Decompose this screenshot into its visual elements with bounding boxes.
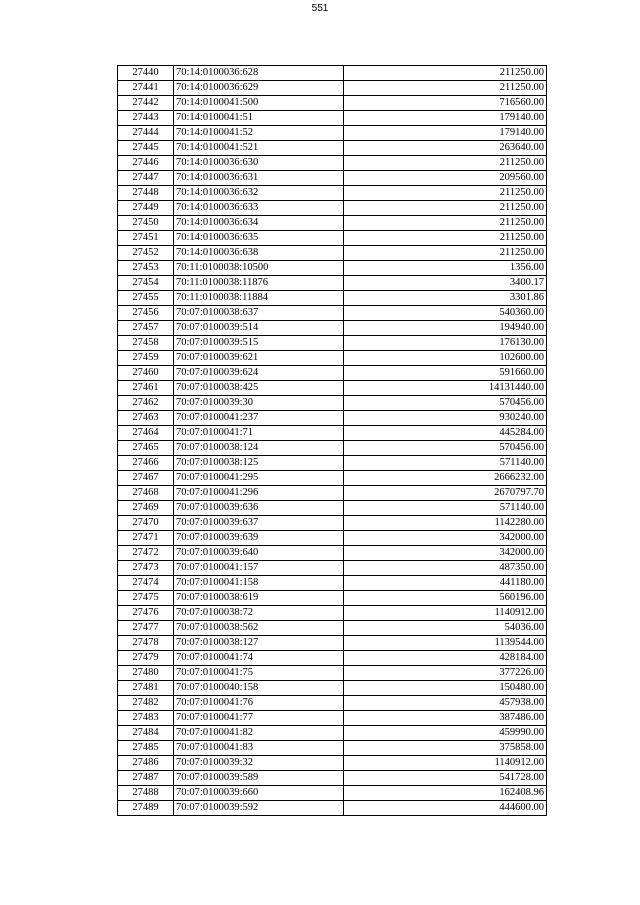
table-row — [118, 651, 547, 666]
cadastral-number-cell: 70:14:0100041:500 — [174, 96, 344, 111]
cadastral-value-cell: 3400.17 — [344, 276, 547, 291]
cadastral-number-cell: 70:07:0100038:637 — [174, 306, 344, 321]
table-row — [118, 111, 547, 126]
cadastral-value-cell: 591660.00 — [344, 366, 547, 381]
table-row — [118, 411, 547, 426]
row-number-cell: 27473 — [118, 561, 174, 576]
cadastral-number-cell: 70:07:0100039:621 — [174, 351, 344, 366]
cadastral-value-cell: 444600.00 — [344, 801, 547, 816]
row-number-cell: 27486 — [118, 756, 174, 771]
cadastral-number-cell: 70:07:0100039:660 — [174, 786, 344, 801]
cadastral-value-cell: 459990.00 — [344, 726, 547, 741]
cadastral-number-cell: 70:07:0100039:592 — [174, 801, 344, 816]
cadastral-number-cell: 70:07:0100039:640 — [174, 546, 344, 561]
table-row — [118, 231, 547, 246]
cadastral-number-cell: 70:11:0100038:11884 — [174, 291, 344, 306]
cadastral-value-cell: 194940.00 — [344, 321, 547, 336]
row-number-cell: 27449 — [118, 201, 174, 216]
row-number-cell: 27482 — [118, 696, 174, 711]
row-number-cell: 27472 — [118, 546, 174, 561]
cadastral-number-cell: 70:07:0100041:76 — [174, 696, 344, 711]
cadastral-number-cell: 70:14:0100036:633 — [174, 201, 344, 216]
cadastral-value-cell: 263640.00 — [344, 141, 547, 156]
table-row — [118, 441, 547, 456]
cadastral-value-cell: 1140912.00 — [344, 756, 547, 771]
cadastral-value-cell: 211250.00 — [344, 246, 547, 261]
cadastral-number-cell: 70:07:0100038:425 — [174, 381, 344, 396]
table-row — [118, 96, 547, 111]
cadastral-value-cell: 716560.00 — [344, 96, 547, 111]
row-number-cell: 27483 — [118, 711, 174, 726]
row-number-cell: 27460 — [118, 366, 174, 381]
cadastral-value-cell: 211250.00 — [344, 186, 547, 201]
row-number-cell: 27476 — [118, 606, 174, 621]
cadastral-value-cell: 1142280.00 — [344, 516, 547, 531]
table-row — [118, 336, 547, 351]
cadastral-number-cell: 70:07:0100039:624 — [174, 366, 344, 381]
table-row — [118, 156, 547, 171]
table-row — [118, 546, 547, 561]
row-number-cell: 27453 — [118, 261, 174, 276]
cadastral-number-cell: 70:07:0100039:637 — [174, 516, 344, 531]
cadastral-value-cell: 2666232.00 — [344, 471, 547, 486]
row-number-cell: 27448 — [118, 186, 174, 201]
row-number-cell: 27474 — [118, 576, 174, 591]
cadastral-number-cell: 70:07:0100041:296 — [174, 486, 344, 501]
cadastral-value-cell: 54036.00 — [344, 621, 547, 636]
table-row — [118, 681, 547, 696]
row-number-cell: 27471 — [118, 531, 174, 546]
cadastral-number-cell: 70:07:0100039:639 — [174, 531, 344, 546]
row-number-cell: 27479 — [118, 651, 174, 666]
row-number-cell: 27475 — [118, 591, 174, 606]
cadastral-value-cell: 211250.00 — [344, 231, 547, 246]
row-number-cell: 27469 — [118, 501, 174, 516]
row-number-cell: 27459 — [118, 351, 174, 366]
cadastral-value-cell: 540360.00 — [344, 306, 547, 321]
cadastral-number-cell: 70:07:0100041:83 — [174, 741, 344, 756]
cadastral-number-cell: 70:07:0100041:75 — [174, 666, 344, 681]
row-number-cell: 27489 — [118, 801, 174, 816]
row-number-cell: 27455 — [118, 291, 174, 306]
cadastral-value-cell: 571140.00 — [344, 501, 547, 516]
table-row — [118, 261, 547, 276]
cadastral-number-cell: 70:14:0100041:521 — [174, 141, 344, 156]
cadastral-number-cell: 70:14:0100041:52 — [174, 126, 344, 141]
cadastral-number-cell: 70:11:0100038:10500 — [174, 261, 344, 276]
table-row — [118, 606, 547, 621]
table-row — [118, 171, 547, 186]
cadastral-value-cell: 176130.00 — [344, 336, 547, 351]
cadastral-value-cell: 375858.00 — [344, 741, 547, 756]
table-row — [118, 621, 547, 636]
cadastral-number-cell: 70:07:0100039:589 — [174, 771, 344, 786]
table-row — [118, 66, 547, 81]
cadastral-value-cell: 2670797.70 — [344, 486, 547, 501]
table-row — [118, 576, 547, 591]
row-number-cell: 27444 — [118, 126, 174, 141]
table-row — [118, 531, 547, 546]
cadastral-number-cell: 70:11:0100038:11876 — [174, 276, 344, 291]
cadastral-number-cell: 70:07:0100041:157 — [174, 561, 344, 576]
cadastral-value-cell: 211250.00 — [344, 216, 547, 231]
cadastral-number-cell: 70:14:0100036:629 — [174, 81, 344, 96]
row-number-cell: 27461 — [118, 381, 174, 396]
cadastral-value-cell: 570456.00 — [344, 441, 547, 456]
cadastral-value-cell: 487350.00 — [344, 561, 547, 576]
cadastral-value-cell: 1356.00 — [344, 261, 547, 276]
cadastral-number-cell: 70:07:0100041:82 — [174, 726, 344, 741]
cadastral-value-cell: 570456.00 — [344, 396, 547, 411]
cadastral-value-cell: 445284.00 — [344, 426, 547, 441]
cadastral-value-cell: 571140.00 — [344, 456, 547, 471]
cadastral-value-cell: 179140.00 — [344, 126, 547, 141]
cadastral-number-cell: 70:07:0100039:30 — [174, 396, 344, 411]
table-row — [118, 501, 547, 516]
cadastral-value-cell: 387486.00 — [344, 711, 547, 726]
page-number: 551 — [311, 3, 329, 14]
table-row — [118, 426, 547, 441]
row-number-cell: 27462 — [118, 396, 174, 411]
cadastral-value-cell: 377226.00 — [344, 666, 547, 681]
table-row — [118, 666, 547, 681]
table-row — [118, 486, 547, 501]
table-row — [118, 276, 547, 291]
table-row — [118, 291, 547, 306]
table-row — [118, 216, 547, 231]
cadastral-number-cell: 70:07:0100041:237 — [174, 411, 344, 426]
row-number-cell: 27454 — [118, 276, 174, 291]
row-number-cell: 27468 — [118, 486, 174, 501]
table-row — [118, 636, 547, 651]
row-number-cell: 27477 — [118, 621, 174, 636]
table-row — [118, 456, 547, 471]
cadastral-number-cell: 70:14:0100036:635 — [174, 231, 344, 246]
row-number-cell: 27451 — [118, 231, 174, 246]
cadastral-number-cell: 70:07:0100038:125 — [174, 456, 344, 471]
row-number-cell: 27443 — [118, 111, 174, 126]
cadastral-value-cell: 211250.00 — [344, 81, 547, 96]
cadastral-number-cell: 70:14:0100036:631 — [174, 171, 344, 186]
cadastral-number-cell: 70:14:0100041:51 — [174, 111, 344, 126]
cadastral-value-cell: 102600.00 — [344, 351, 547, 366]
cadastral-number-cell: 70:07:0100041:295 — [174, 471, 344, 486]
row-number-cell: 27485 — [118, 741, 174, 756]
row-number-cell: 27484 — [118, 726, 174, 741]
cadastral-number-cell: 70:14:0100036:634 — [174, 216, 344, 231]
row-number-cell: 27458 — [118, 336, 174, 351]
cadastral-number-cell: 70:14:0100036:632 — [174, 186, 344, 201]
table-row — [118, 351, 547, 366]
table-row — [118, 561, 547, 576]
row-number-cell: 27463 — [118, 411, 174, 426]
cadastral-value-cell: 179140.00 — [344, 111, 547, 126]
cadastral-number-cell: 70:14:0100036:628 — [174, 66, 344, 81]
table-row — [118, 396, 547, 411]
table-row — [118, 126, 547, 141]
cadastral-number-cell: 70:14:0100036:638 — [174, 246, 344, 261]
table-row — [118, 591, 547, 606]
row-number-cell: 27480 — [118, 666, 174, 681]
table-row — [118, 741, 547, 756]
row-number-cell: 27447 — [118, 171, 174, 186]
row-number-cell: 27465 — [118, 441, 174, 456]
cadastral-number-cell: 70:14:0100036:630 — [174, 156, 344, 171]
cadastral-number-cell: 70:07:0100039:32 — [174, 756, 344, 771]
cadastral-value-cell: 150480.00 — [344, 681, 547, 696]
table-row — [118, 771, 547, 786]
cadastral-value-cell: 428184.00 — [344, 651, 547, 666]
table-row — [118, 306, 547, 321]
row-number-cell: 27452 — [118, 246, 174, 261]
row-number-cell: 27456 — [118, 306, 174, 321]
cadastral-number-cell: 70:07:0100039:514 — [174, 321, 344, 336]
table-row — [118, 186, 547, 201]
table-row — [118, 471, 547, 486]
table-row — [118, 201, 547, 216]
cadastral-value-cell: 342000.00 — [344, 531, 547, 546]
table-row — [118, 756, 547, 771]
table-row — [118, 726, 547, 741]
row-number-cell: 27457 — [118, 321, 174, 336]
cadastral-number-cell: 70:07:0100039:515 — [174, 336, 344, 351]
row-number-cell: 27442 — [118, 96, 174, 111]
row-number-cell: 27481 — [118, 681, 174, 696]
row-number-cell: 27487 — [118, 771, 174, 786]
cadastral-number-cell: 70:07:0100041:77 — [174, 711, 344, 726]
table-row — [118, 321, 547, 336]
cadastral-value-cell: 3301.86 — [344, 291, 547, 306]
cadastral-value-cell: 209560.00 — [344, 171, 547, 186]
table-row — [118, 141, 547, 156]
row-number-cell: 27466 — [118, 456, 174, 471]
cadastral-number-cell: 70:07:0100038:124 — [174, 441, 344, 456]
row-number-cell: 27467 — [118, 471, 174, 486]
row-number-cell: 27464 — [118, 426, 174, 441]
row-number-cell: 27488 — [118, 786, 174, 801]
cadastral-value-cell: 1140912.00 — [344, 606, 547, 621]
cadastral-value-cell: 541728.00 — [344, 771, 547, 786]
cadastral-value-cell: 1139544.00 — [344, 636, 547, 651]
cadastral-value-table — [117, 65, 547, 816]
cadastral-value-cell: 162408.96 — [344, 786, 547, 801]
cadastral-value-cell: 930240.00 — [344, 411, 547, 426]
table-row — [118, 246, 547, 261]
cadastral-value-cell: 457938.00 — [344, 696, 547, 711]
cadastral-number-cell: 70:07:0100038:619 — [174, 591, 344, 606]
cadastral-number-cell: 70:07:0100040:158 — [174, 681, 344, 696]
cadastral-number-cell: 70:07:0100038:562 — [174, 621, 344, 636]
table-row — [118, 696, 547, 711]
cadastral-number-cell: 70:07:0100039:636 — [174, 501, 344, 516]
row-number-cell: 27450 — [118, 216, 174, 231]
table-row — [118, 366, 547, 381]
cadastral-number-cell: 70:07:0100041:74 — [174, 651, 344, 666]
table-row — [118, 801, 547, 816]
cadastral-value-cell: 211250.00 — [344, 201, 547, 216]
cadastral-number-cell: 70:07:0100041:71 — [174, 426, 344, 441]
table-row — [118, 381, 547, 396]
row-number-cell: 27446 — [118, 156, 174, 171]
cadastral-value-cell: 14131440.00 — [344, 381, 547, 396]
table-row — [118, 786, 547, 801]
cadastral-value-cell: 560196.00 — [344, 591, 547, 606]
cadastral-value-cell: 342000.00 — [344, 546, 547, 561]
cadastral-number-cell: 70:07:0100038:127 — [174, 636, 344, 651]
cadastral-value-cell: 211250.00 — [344, 156, 547, 171]
table-row — [118, 711, 547, 726]
cadastral-value-cell: 441180.00 — [344, 576, 547, 591]
cadastral-number-cell: 70:07:0100041:158 — [174, 576, 344, 591]
cadastral-number-cell: 70:07:0100038:72 — [174, 606, 344, 621]
row-number-cell: 27478 — [118, 636, 174, 651]
table-row — [118, 81, 547, 96]
row-number-cell: 27440 — [118, 66, 174, 81]
table-body — [118, 66, 547, 816]
cadastral-value-cell: 211250.00 — [344, 66, 547, 81]
row-number-cell: 27445 — [118, 141, 174, 156]
row-number-cell: 27470 — [118, 516, 174, 531]
row-number-cell: 27441 — [118, 81, 174, 96]
table-row — [118, 516, 547, 531]
